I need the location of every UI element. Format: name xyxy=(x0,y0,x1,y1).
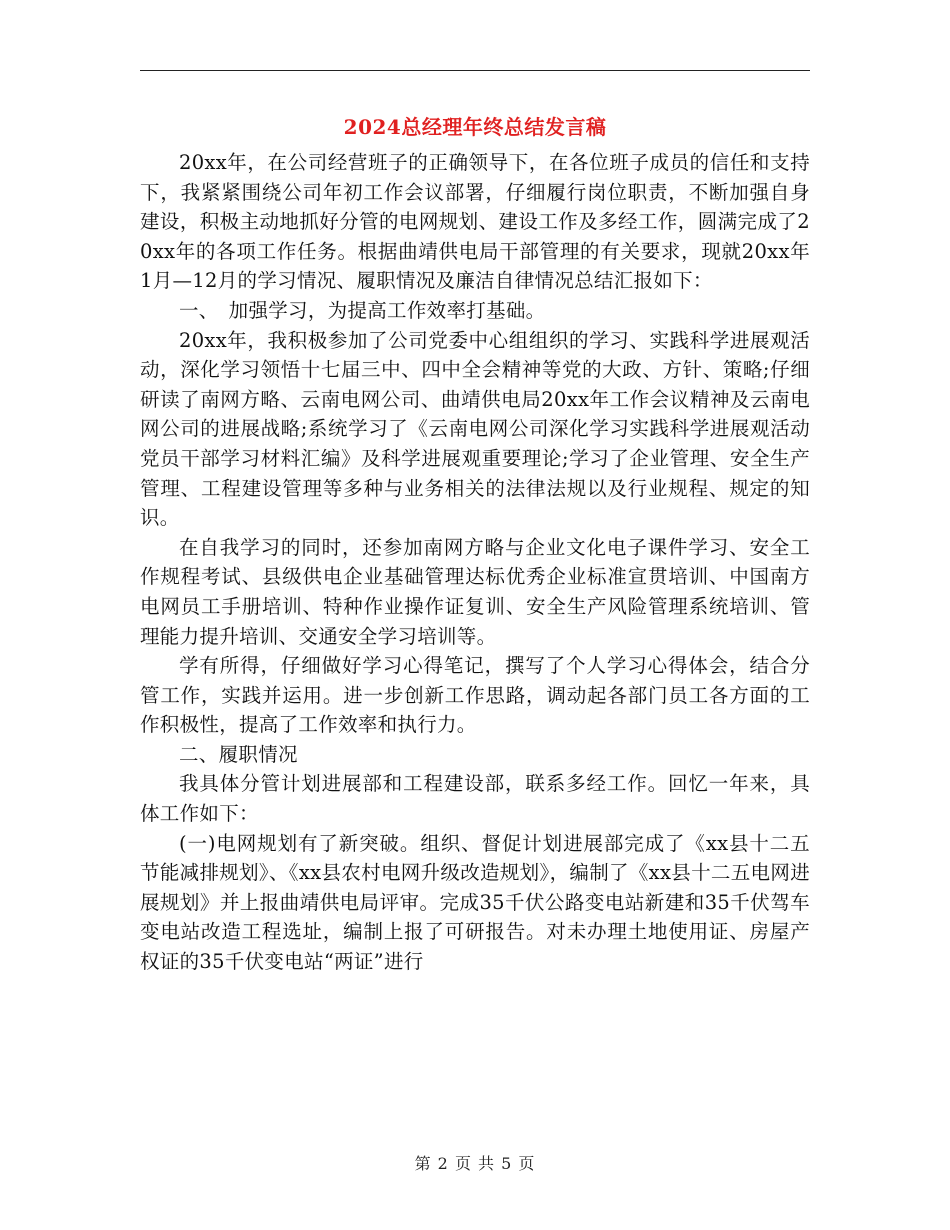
paragraph-duties-overview: 我具体分管计划进展部和工程建设部，联系多经工作。回忆一年来，具体工作如下： xyxy=(140,772,810,826)
paragraph-training: 在自我学习的同时，还参加南网方略与企业文化电子课件学习、安全工作规程考试、县级供电企业基础管理达标优秀企业标准宣贯培训、中国南方电网员工手册培训、特种作业操作证复训、安全生产风险管理系统培训、管理能力提升培训、交通安全学习培训等。 xyxy=(140,535,810,648)
section-heading-study: 一、 加强学习，为提高工作效率打基础。 xyxy=(179,298,546,322)
section-heading-duties: 二、履职情况 xyxy=(179,742,298,766)
page-footer: 第 2 页 共 5 页 xyxy=(414,1154,536,1173)
paragraph-intro: 20xx年，在公司经营班子的正确领导下，在各位班子成员的信任和支持下，我紧紧围绕公司年初工作会议部署，仔细履行岗位职责，不断加强自身建设，积极主动地抓好分管的电网规划、建设工作及多经工作，圆满完成了20xx年的各项工作任务。根据曲靖供电局干部管理的有关要求，现就20xx年1月—12月的学习情况、履职情况及廉洁自律情况总结汇报如下： xyxy=(140,151,810,293)
document-body xyxy=(140,148,810,977)
header-rule xyxy=(140,70,810,71)
document-title: 2024总经理年终总结发言稿 xyxy=(343,115,607,139)
paragraph-learning-results: 学有所得，仔细做好学习心得笔记，撰写了个人学习心得体会，结合分管工作，实践并运用。进一步创新工作思路，调动起各部门员工各方面的工作积极性，提高了工作效率和执行力。 xyxy=(140,654,810,737)
paragraph-grid-planning: (一)电网规划有了新突破。组织、督促计划进展部完成了《xx县十二五节能减排规划》、《xx县农村电网升级改造规划》，编制了《xx县十二五电网进展规划》并上报曲靖供电局评审。完成35千伏公路变电站新建和35千伏驾车变电站改造工程选址，编制上报了可研报告。对未办理土地使用证、房屋产权证的35千伏变电站“两证”进行 xyxy=(140,831,810,974)
paragraph-study: 20xx年，我积极参加了公司党委中心组组织的学习、实践科学进展观活动，深化学习领悟十七届三中、四中全会精神等党的大政、方针、策略;仔细研读了南网方略、云南电网公司、曲靖供电局20xx年工作会议精神及云南电网公司的进展战略;系统学习了《云南电网公司深化学习实践科学进展观活动党员干部学习材料汇编》及科学进展观重要理论;学习了企业管理、安全生产管理、工程建设管理等多种与业务相关的法律法规以及行业规程、规定的知识。 xyxy=(140,328,810,530)
